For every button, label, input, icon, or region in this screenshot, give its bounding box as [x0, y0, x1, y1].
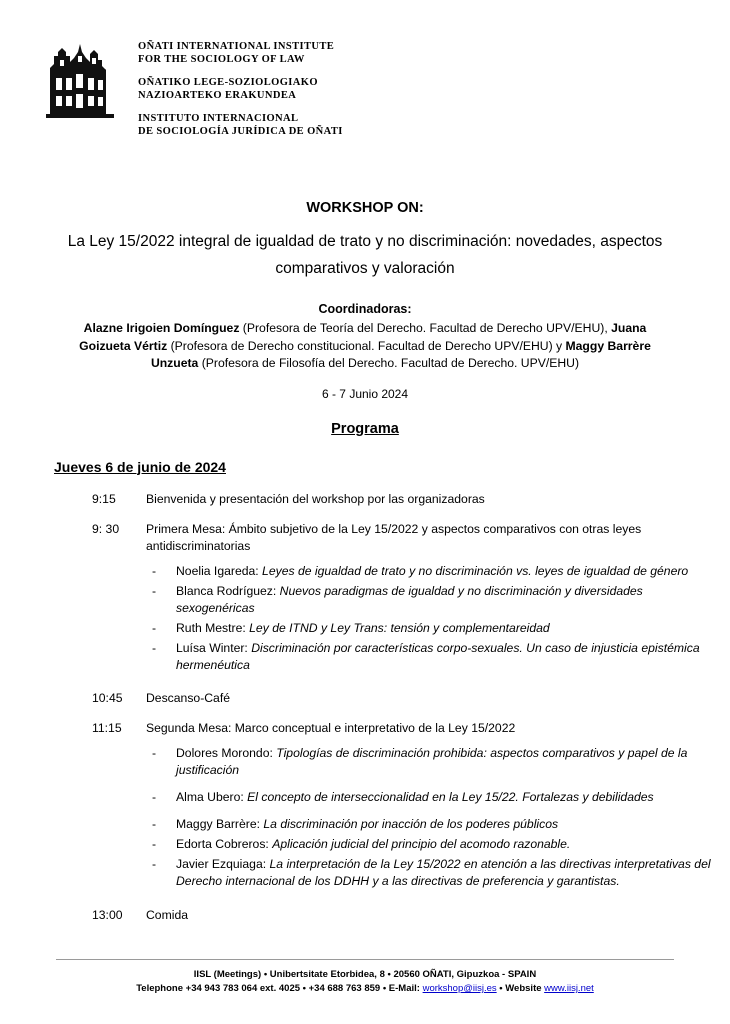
workshop-title: La Ley 15/2022 integral de igualdad de trato y no discriminación: novedades, aspectos comparativos y valoración	[67, 233, 663, 277]
document-content	[0, 200, 730, 437]
footer-contact-mid: • Website	[496, 983, 545, 994]
talk-item	[146, 789, 722, 806]
talk-title: Tipologías de discriminación prohibida: aspectos comparativos y papel de la justificación	[176, 745, 688, 777]
coordinator-name: Juana Goizueta Vértiz	[79, 321, 647, 353]
slot-time: 11:15	[92, 720, 122, 735]
slot-time: 9: 30	[92, 521, 120, 536]
talk-speaker: Alma Ubero:	[176, 789, 248, 804]
dash-bullet: -	[152, 583, 157, 598]
talk-title: Discriminación por características corpo-sexuales. Un caso de injusticia epistémica hermenéutica	[176, 640, 700, 672]
dash-bullet: -	[152, 640, 157, 655]
talk-item	[146, 563, 722, 580]
letterhead-line: FOR THE SOCIOLOGY OF LAW	[138, 54, 305, 65]
page-footer	[0, 959, 730, 996]
dash-bullet: -	[152, 836, 157, 851]
institute-crest-icon	[44, 34, 116, 120]
talk-item	[146, 620, 722, 637]
talk-title: La interpretación de la Ley 15/2022 en atención a las directivas interpretativas del Derecho internacional de los DDHH y a las directivas de preferencia y garantistas.	[176, 856, 711, 888]
schedule-slot	[92, 907, 722, 924]
talk-text	[176, 856, 722, 890]
footer-divider	[56, 959, 674, 960]
coordinators-label: Coordinadoras:	[318, 302, 412, 316]
letterhead	[0, 0, 730, 138]
talk-item	[146, 640, 722, 674]
talk-speaker: Blanca Rodríguez:	[176, 583, 280, 598]
talk-text	[176, 640, 722, 674]
footer-address: IISL (Meetings) • Unibertsitate Etorbidea, 8 • 20560 OÑATI, Gipuzkoa - SPAIN	[193, 969, 537, 980]
coordinator-name: Alazne Irigoien Domínguez	[83, 321, 240, 335]
talk-text	[176, 789, 722, 806]
slot-title: Comida	[146, 907, 188, 922]
day-heading: Jueves 6 de junio de 2024	[54, 458, 226, 475]
letterhead-line: INSTITUTO INTERNACIONAL	[138, 113, 299, 124]
dash-bullet: -	[152, 620, 157, 635]
slot-title: Primera Mesa: Ámbito subjetivo de la Ley 15/2022 y aspectos comparativos con otras leyes antidiscriminatorias	[146, 521, 642, 553]
coordinator-name: Maggy Barrère Unzueta	[150, 338, 651, 370]
footer-email-link[interactable]: workshop@iisj.es	[422, 983, 497, 994]
dash-bullet: -	[152, 745, 157, 760]
talk-item	[146, 583, 722, 617]
letterhead-text	[138, 34, 343, 138]
talk-text	[176, 583, 722, 617]
talk-speaker: Edorta Cobreros:	[176, 836, 273, 851]
schedule-slot	[92, 690, 722, 707]
slot-title: Descanso-Café	[146, 690, 230, 705]
slot-body	[146, 491, 722, 508]
talk-speaker: Dolores Morondo:	[176, 745, 277, 760]
dash-bullet: -	[152, 856, 157, 871]
letterhead-block-en	[138, 40, 343, 66]
coordinator-affiliation: (Profesora de Teoría del Derecho. Facultad de Derecho UPV/EHU),	[239, 321, 612, 335]
slot-title: Bienvenida y presentación del workshop por las organizadoras	[146, 491, 485, 506]
footer-website-link[interactable]: www.iisj.net	[544, 983, 594, 994]
programa-heading: Programa	[331, 420, 399, 437]
letterhead-line: NAZIOARTEKO ERAKUNDEA	[138, 90, 297, 101]
slot-talks	[146, 563, 722, 674]
talk-speaker: Ruth Mestre:	[176, 620, 250, 635]
talk-text	[176, 816, 722, 833]
event-dates: 6 - 7 Junio 2024	[321, 386, 409, 401]
footer-contact	[0, 982, 730, 996]
talk-speaker: Javier Ezquiaga:	[176, 856, 270, 871]
talk-title: La discriminación por inacción de los poderes públicos	[263, 816, 559, 831]
letterhead-block-es	[138, 112, 343, 138]
talk-item	[146, 856, 722, 890]
letterhead-block-eu	[138, 76, 343, 102]
coordinators-list	[56, 320, 674, 373]
workshop-label: WORKSHOP ON:	[306, 200, 424, 216]
talk-text	[176, 563, 722, 580]
talk-item	[146, 836, 722, 853]
slot-time: 13:00	[92, 907, 123, 922]
letterhead-line: DE SOCIOLOGÍA JURÍDICA DE OÑATI	[138, 126, 343, 137]
talk-title: Ley de ITND y Ley Trans: tensión y complementareidad	[249, 620, 550, 635]
talk-title: Nuevos paradigmas de igualdad y no discriminación y diversidades sexogenéricas	[176, 583, 643, 615]
slot-time: 10:45	[92, 690, 123, 705]
coordinator-affiliation: (Profesora de Derecho constitucional. Facultad de Derecho UPV/EHU) y	[167, 338, 566, 353]
talk-title: Aplicación judicial del principio del acomodo razonable.	[272, 836, 571, 851]
talk-text	[176, 836, 722, 853]
slot-body	[146, 720, 722, 893]
letterhead-line: OÑATIKO LEGE-SOZIOLOGIAKO	[138, 77, 318, 88]
footer-contact-pre: Telephone +34 943 783 064 ext. 4025 • +34 688 763 859 • E-Mail:	[136, 983, 423, 994]
talk-speaker: Luísa Winter:	[176, 640, 252, 655]
dash-bullet: -	[152, 563, 157, 578]
talk-text	[176, 620, 722, 637]
talk-speaker: Noelia Igareda:	[176, 563, 263, 578]
talk-text	[176, 745, 722, 779]
talk-item	[146, 745, 722, 779]
letterhead-line: OÑATI INTERNATIONAL INSTITUTE	[138, 41, 335, 52]
dash-bullet: -	[152, 789, 157, 804]
talk-title: El concepto de interseccionalidad en la Ley 15/22. Fortalezas y debilidades	[247, 789, 654, 804]
schedule-slot	[92, 521, 722, 677]
slot-body	[146, 690, 722, 707]
slot-body	[146, 521, 722, 677]
schedule-slot	[92, 720, 722, 893]
slot-time: 9:15	[92, 491, 116, 506]
schedule-list	[0, 491, 730, 924]
dash-bullet: -	[152, 816, 157, 831]
slot-title: Segunda Mesa: Marco conceptual e interpretativo de la Ley 15/2022	[146, 720, 516, 735]
slot-talks	[146, 745, 722, 890]
talk-title: Leyes de igualdad de trato y no discriminación vs. leyes de igualdad de género	[262, 563, 689, 578]
talk-speaker: Maggy Barrère:	[176, 816, 264, 831]
schedule-slot	[92, 491, 722, 508]
slot-body	[146, 907, 722, 924]
coordinator-affiliation: (Profesora de Filosofía del Derecho. Facultad de Derecho. UPV/EHU)	[198, 356, 580, 370]
talk-item	[146, 816, 722, 833]
